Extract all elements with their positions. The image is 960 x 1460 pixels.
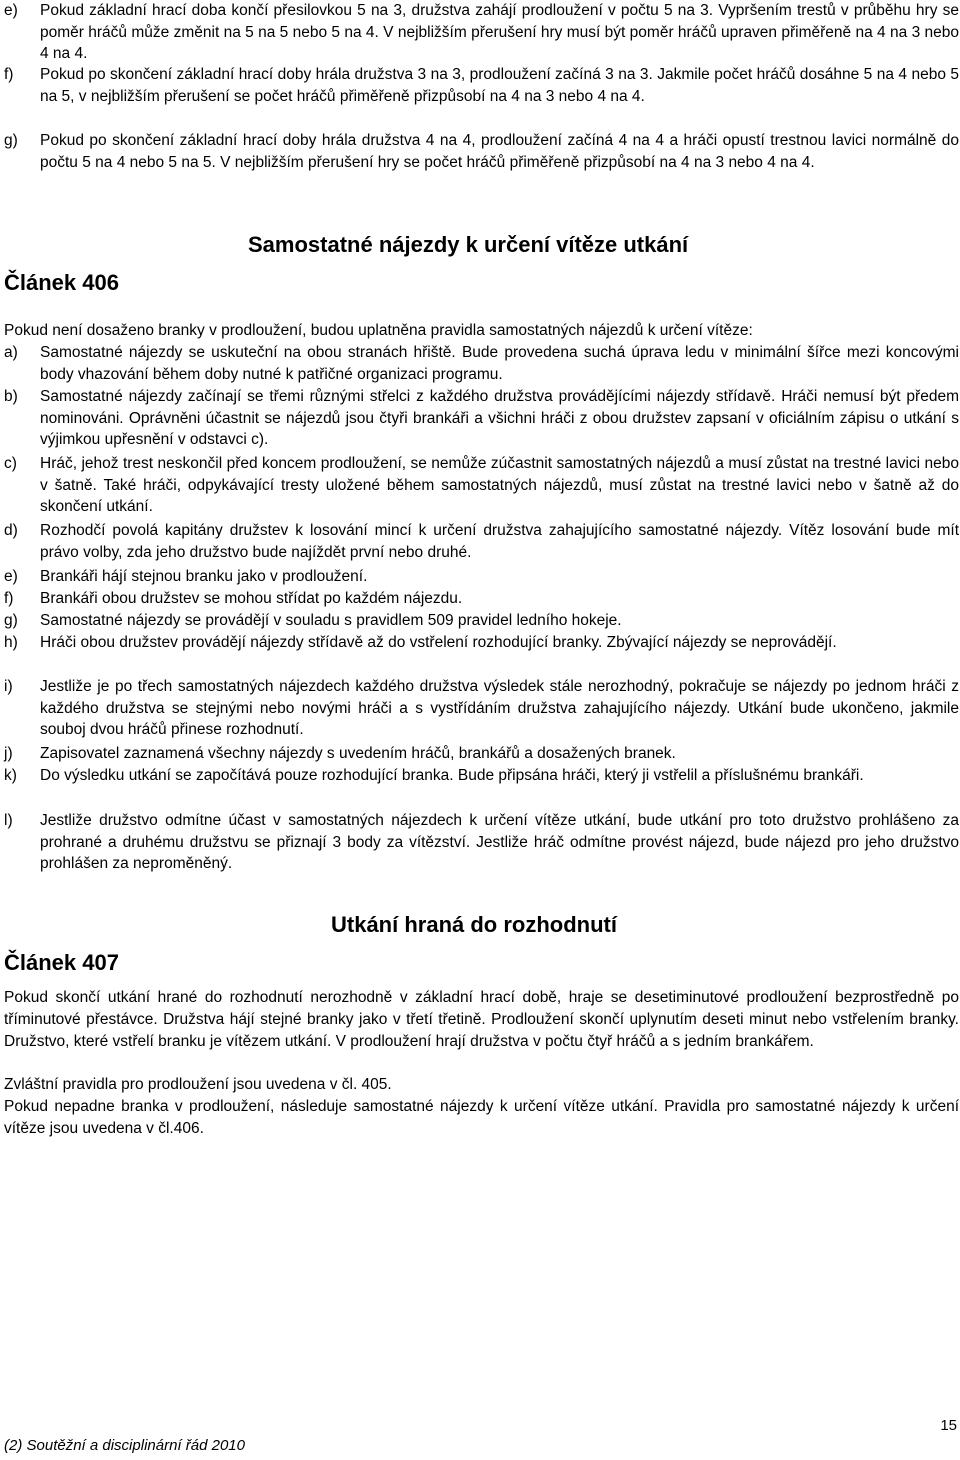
list-text: Jestliže je po třech samostatných nájezdech každého družstva výsledek stále nerozhodný, pokračuje se nájezdy po jednom hráči z každého družstva se stejnými nebo novými hráči a s vystřídáním družstva zahajujícího nájezdy. Utkání bude ukončeno, jakmile souboj dvou hráčů přinese rozhodnutí. — [40, 678, 959, 739]
article-407-paragraph-2: Zvláštní pravidla pro prodloužení jsou uvedena v čl. 405. — [4, 1076, 392, 1093]
article-407-paragraph-1: Pokud skončí utkání hrané do rozhodnutí nerozhodně v základní hrací době, hraje se desetiminutové prodloužení bezprostředně po tříminutové přestávce. Družstva hájí stejné branky jako v třetí třetině. Prodloužení skončí uplynutím deseti minut nebo vstřelením branky. Družstvo, které vstřelí branku je vítězem utkání. V prodloužení hrají družstva v počtu čtyř hráčů a s jedním brankářem. — [4, 989, 959, 1050]
list-label: g) — [4, 132, 18, 149]
list-label: h) — [4, 634, 18, 651]
list-text: Brankáři obou družstev se mohou střídat po každém nájezdu. — [40, 590, 463, 607]
list-label: g) — [4, 612, 18, 629]
article-406-item-f — [4, 588, 959, 610]
list-text: Pokud základní hrací doba končí přesilovkou 5 na 3, družstva zahájí prodloužení v počtu 5 na 3. Vypršením trestů v průběhu hry se poměr hráčů může změnit na 5 na 5 nebo 5 na 4. V nejbližším přerušení hry musí být poměr hráčů upraven přiměřeně na 4 na 3 nebo 4 na 4. — [40, 2, 959, 63]
list-text: Samostatné nájezdy se uskuteční na obou stranách hřiště. Bude provedena suchá úprava ledu v minimální šířce mezi koncovými body vhazování během doby nutné k patřičné organizaci programu. — [40, 344, 959, 383]
list-text: Hráči obou družstev provádějí nájezdy střídavě až do vstřelení rozhodující branky. Zbývající nájezdy se neprovádějí. — [40, 634, 837, 651]
list-label: e) — [4, 2, 18, 19]
list-label: l) — [4, 812, 13, 829]
page-number: 15 — [940, 1417, 957, 1434]
list-text: Brankáři hájí stejnou branku jako v prodloužení. — [40, 568, 368, 585]
list-text: Pokud po skončení základní hrací doby hrála družstva 3 na 3, prodloužení začíná 3 na 3. Jakmile počet hráčů dosáhne 5 na 4 nebo 5 na 5, v nejbližším přerušení se počet hráčů přiměřeně přizpůsobí na 4 na 3 nebo 4 na 4. — [40, 66, 959, 105]
article-406-item-i — [4, 676, 959, 741]
article-406-item-h — [4, 632, 959, 654]
list-label: i) — [4, 678, 13, 695]
list-label: d) — [4, 522, 18, 539]
list-label: j) — [4, 745, 13, 762]
top-list-item-f — [4, 64, 959, 107]
article-406-intro: Pokud není dosaženo branky v prodloužení, budou uplatněna pravidla samostatných nájezdů k určení vítěze: — [4, 322, 753, 339]
list-text: Zapisovatel zaznamená všechny nájezdy s uvedením hráčů, brankářů a dosažených branek. — [40, 745, 676, 762]
page-footer: (2) Soutěžní a disciplinární řád 2010 — [4, 1437, 245, 1454]
list-label: k) — [4, 767, 17, 784]
article-406-item-j — [4, 743, 959, 765]
list-label: f) — [4, 66, 14, 83]
list-text: Samostatné nájezdy začínají se třemi různými střelci z každého družstva provádějícími nájezdy střídavě. Hráči nemusí být předem nominováni. Oprávněni účastnit se nájezdů jsou čtyři brankáři a všichni hráči z obou družstev zapsaní v oficiálním zápisu o utkání s výjimkou upřesnění v odstavci c). — [40, 388, 959, 449]
list-label: c) — [4, 455, 17, 472]
list-label: f) — [4, 590, 14, 607]
list-label: a) — [4, 344, 18, 361]
top-list-item-e — [4, 0, 959, 65]
list-text: Rozhodčí povolá kapitány družstev k losování mincí k určení družstva zahajujícího samostatné nájezdy. Vítěz losování bude mít právo volby, zda jeho družstvo bude najíždět první nebo druhé. — [40, 522, 959, 561]
article-407-title: Utkání hraná do rozhodnutí — [331, 912, 617, 937]
article-406-item-c — [4, 453, 959, 518]
list-text: Pokud po skončení základní hrací doby hrála družstva 4 na 4, prodloužení začíná 4 na 4 a hráči opustí trestnou lavici normálně do počtu 5 na 4 nebo 5 na 5. V nejbližším přerušení hry se počet hráčů přiměřeně přizpůsobí na 4 na 3 nebo 4 na 4. — [40, 132, 959, 171]
article-406-title: Samostatné nájezdy k určení vítěze utkání — [248, 232, 689, 257]
article-406-item-l — [4, 810, 959, 875]
list-text: Samostatné nájezdy se provádějí v souladu s pravidlem 509 pravidel ledního hokeje. — [40, 612, 622, 629]
list-text: Jestliže družstvo odmítne účast v samostatných nájezdech k určení vítěze utkání, bude utkání pro toto družstvo prohlášeno za prohrané a druhému družstvu se přiznají 3 body za vítězství. Jestliže hráč odmítne provést nájezd, bude nájezd pro jeho družstvo prohlášen za neproměněný. — [40, 812, 959, 873]
article-406-item-e — [4, 566, 959, 588]
article-406-item-k — [4, 765, 959, 787]
article-406-item-a — [4, 342, 959, 385]
article-406-item-d — [4, 520, 959, 563]
list-label: b) — [4, 388, 18, 405]
article-406-label: Článek 406 — [4, 270, 119, 295]
list-text: Hráč, jehož trest neskončil před koncem prodloužení, se nemůže zúčastnit samostatných nájezdů a musí zůstat na trestné lavici nebo v šatně. Také hráči, odpykávající tresty uložené během samostatných nájezdů, musí zůstat na trestné lavici nebo v šatně až do skončení utkání. — [40, 455, 959, 516]
article-406-item-g — [4, 610, 959, 632]
article-406-item-b — [4, 386, 959, 451]
list-text: Do výsledku utkání se započítává pouze rozhodující branka. Bude připsána hráči, který ji vstřelil a příslušnému brankáři. — [40, 767, 864, 784]
list-label: e) — [4, 568, 18, 585]
article-407-paragraph-3: Pokud nepadne branka v prodloužení, následuje samostatné nájezdy k určení vítěze utkání. Pravidla pro samostatné nájezdy k určení vítěze jsou uvedena v čl.406. — [4, 1098, 959, 1137]
top-list-item-g — [4, 130, 959, 173]
article-407-label: Článek 407 — [4, 950, 119, 975]
